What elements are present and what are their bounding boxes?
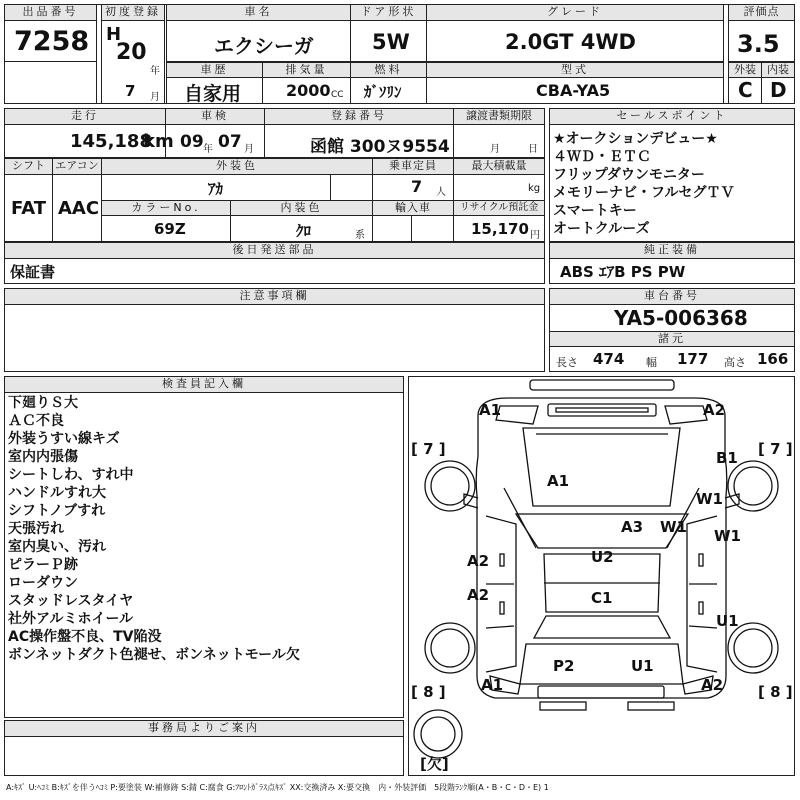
mark-b1: B1 <box>716 449 738 467</box>
score-label: 評価点 <box>728 4 795 21</box>
mark-p2: P2 <box>553 657 575 675</box>
sales-item: スマートキー <box>553 203 637 219</box>
mileage-unit: km <box>143 131 174 152</box>
inspector-note: ＡＣ不良 <box>8 413 64 429</box>
mark-a1-rear-left: A1 <box>481 676 504 694</box>
tire-rear-left-shape <box>425 623 475 673</box>
later-cell <box>4 258 545 284</box>
door-type: 5W <box>372 30 410 54</box>
mileage-label: 走行 <box>4 108 166 125</box>
equipment-value: ABS ｴｱB PS PW <box>560 263 686 281</box>
mark-a2-rear-right: A2 <box>701 676 724 694</box>
legend: A:ｷｽﾞ U:ﾍｺﾐ B:ｷｽﾞを伴うﾍｺﾐ P:要塗装 W:補修跡 S:錆 C:腐食 G:ﾌﾛﾝﾄｶﾞﾗｽ点ｷｽﾞ XX:交換済み X:要交換 内・外装評価 5段階ﾗﾝｸ順(A・B・C・D・E) 1 <box>6 783 549 792</box>
plate: 函館 300ヌ9554 <box>310 137 450 157</box>
caution-label: 注意事項欄 <box>4 288 545 305</box>
sales-item: ★オークションデビュー★ <box>553 131 718 147</box>
transfer-month-unit: 月 <box>490 144 500 155</box>
door-label: ドア形状 <box>350 4 427 21</box>
height-label: 高さ <box>724 356 746 369</box>
int-color: ｸﾛ <box>296 222 312 240</box>
lot-number: 7258 <box>14 26 90 57</box>
width: 177 <box>677 350 709 368</box>
mark-u2: U2 <box>591 548 614 566</box>
lot-lower-cell <box>4 61 97 104</box>
later-label: 後日発送部品 <box>4 242 545 259</box>
caution-cell <box>4 304 545 372</box>
tire-rear-right-label: [ 8 ] <box>758 683 793 701</box>
model-label: 型式 <box>426 62 724 78</box>
insp-month: 07 <box>218 132 242 152</box>
recycle-unit: 円 <box>530 230 540 241</box>
mark-w1-c: W1 <box>714 527 741 545</box>
equipment-label: 純正装備 <box>549 242 795 259</box>
rear-bumper-shape <box>538 686 664 698</box>
ac: AAC <box>58 198 100 219</box>
capacity-label: 乗車定員 <box>372 158 454 175</box>
sales-item: ４ＷＤ・ＥＴＣ <box>553 149 651 165</box>
capacity: 7 <box>411 177 423 196</box>
sales-item: メモリーナビ・フルセグＴＶ <box>553 185 735 201</box>
mark-c1: C1 <box>591 589 613 607</box>
shift: FAT <box>11 198 47 219</box>
mark-a1-hood: A1 <box>547 472 570 490</box>
insp-year-unit: 年 <box>203 144 213 155</box>
name-label: 車名 <box>166 4 351 21</box>
load-unit: kg <box>528 183 541 194</box>
int-color-unit: 系 <box>355 230 365 241</box>
load-label: 最大積載量 <box>453 158 545 175</box>
mark-a1-front-left: A1 <box>479 401 502 419</box>
inspection-label: 車検 <box>165 108 265 125</box>
history-label: 車歴 <box>166 62 263 78</box>
car-diagram <box>408 376 795 776</box>
tire-rear-right-shape <box>728 623 778 673</box>
later-value: 保証書 <box>10 263 56 281</box>
headlight-left-shape <box>496 406 538 424</box>
model: CBA-YA5 <box>536 81 611 100</box>
insp-month-unit: 月 <box>244 144 254 155</box>
grade: 2.0GT 4WD <box>505 30 636 54</box>
plate-label: 登録番号 <box>264 108 454 125</box>
chassis-label: 車台番号 <box>549 288 795 305</box>
mark-a2-left-1: A2 <box>467 552 490 570</box>
recycle-label: リサイクル預託金 <box>453 200 545 216</box>
grill-shape <box>548 404 656 416</box>
inspector-note: 下廻りＳ大 <box>8 395 78 411</box>
inspector-note: シフトノブすれ <box>8 503 106 519</box>
mark-w1-b: W1 <box>660 518 687 536</box>
reg-month-unit: 月 <box>150 92 160 103</box>
rear-glass-shape <box>534 616 670 638</box>
score: 3.5 <box>737 30 780 58</box>
transfer-day-unit: 日 <box>528 144 538 155</box>
sales-label: セールスポイント <box>549 108 795 125</box>
displacement-unit: CC <box>331 90 344 100</box>
tire-rear-left-label: [ 8 ] <box>411 683 446 701</box>
car-name: エクシーガ <box>214 34 314 58</box>
color-label: 外装色 <box>101 158 373 175</box>
inspector-notes <box>8 394 300 664</box>
mileage: 145,188 <box>70 131 152 152</box>
inspector-note: ローダウン <box>8 575 78 591</box>
transfer-label: 譲渡書類期限 <box>453 108 545 125</box>
mark-w1-a: W1 <box>696 490 723 508</box>
inspector-note: ハンドルすれ大 <box>8 485 106 501</box>
length-label: 長さ <box>556 356 578 369</box>
displacement-label: 排気量 <box>262 62 351 78</box>
sales-list <box>553 130 734 238</box>
office-cell <box>4 736 404 776</box>
color-no-label: カラーNo. <box>101 200 231 216</box>
reg-year: 20 <box>116 40 147 65</box>
inspector-note: 天張汚れ <box>8 521 64 537</box>
inspector-label: 検査員記入欄 <box>4 376 404 393</box>
spare-tire-label: [欠] <box>420 755 449 773</box>
int-color-label: 内装色 <box>230 200 373 216</box>
inspector-note: 社外アルミホイール <box>8 611 134 627</box>
chassis-number: YA5-006368 <box>614 306 748 330</box>
mark-u1-rear: U1 <box>631 657 654 675</box>
first-reg-label: 初度登録 <box>101 4 165 21</box>
inspector-note: ピラーＰ跡 <box>8 557 78 573</box>
inspector-note: 室内内張傷 <box>8 449 78 465</box>
headlight-right-shape <box>665 406 707 424</box>
ext-score-label: 外装 <box>728 62 762 78</box>
inspector-note: 室内臭い、汚れ <box>8 539 106 555</box>
mark-a2-left-2: A2 <box>467 586 490 604</box>
reg-year-unit: 年 <box>150 66 160 77</box>
history: 自家用 <box>184 83 242 105</box>
lot-label: 出品番号 <box>4 4 97 21</box>
sales-item: フリップダウンモニター <box>553 167 705 183</box>
int-score-label: 内装 <box>761 62 795 78</box>
mark-a2-front-right: A2 <box>703 401 726 419</box>
tailgate-shape <box>520 644 683 684</box>
shift-label: シフト <box>4 158 53 175</box>
dims-label: 諸元 <box>549 331 795 347</box>
front-bumper-shape <box>530 380 674 390</box>
inspector-note: ボンネットダクト色褪せ、ボンネットモール欠 <box>8 647 300 663</box>
mark-u1-right: U1 <box>716 612 739 630</box>
color-extra-cell <box>330 174 373 201</box>
ext-score: C <box>738 78 753 102</box>
grade-label: グレード <box>426 4 724 21</box>
insp-year: 09 <box>180 132 204 152</box>
ac-label: エアコン <box>52 158 102 175</box>
fuel-label: 燃料 <box>350 62 427 78</box>
recycle: 15,170 <box>471 220 529 238</box>
office-label: 事務局よりご案内 <box>4 720 404 737</box>
inspector-note: シートしわ、すれ中 <box>8 467 134 483</box>
era: H <box>106 24 122 45</box>
displacement: 2000 <box>286 81 331 100</box>
capacity-unit: 人 <box>436 187 446 198</box>
tire-front-left-label: [ 7 ] <box>411 440 446 458</box>
color-no: 69Z <box>154 220 186 238</box>
import-sub-cell <box>372 215 412 242</box>
inspector-note: 外装うすい線キズ <box>8 431 120 447</box>
tire-front-right-shape <box>728 461 778 511</box>
hood-shape <box>523 428 680 506</box>
tire-front-right-label: [ 7 ] <box>758 440 793 458</box>
sales-item: オートクルーズ <box>553 221 650 237</box>
inspector-note: スタッドレスタイヤ <box>8 593 134 609</box>
import-label: 輸入車 <box>372 200 454 216</box>
tire-front-left-shape <box>425 461 475 511</box>
height: 166 <box>757 350 789 368</box>
width-label: 幅 <box>646 356 657 369</box>
length: 474 <box>593 350 625 368</box>
inspector-note: AC操作盤不良、TV陥没 <box>8 629 162 645</box>
mark-a3: A3 <box>621 518 644 536</box>
int-score: D <box>770 78 787 102</box>
fuel: ｶﾞｿﾘﾝ <box>364 83 402 101</box>
color: ｱｶ <box>208 180 224 198</box>
reg-month: 7 <box>125 82 136 100</box>
